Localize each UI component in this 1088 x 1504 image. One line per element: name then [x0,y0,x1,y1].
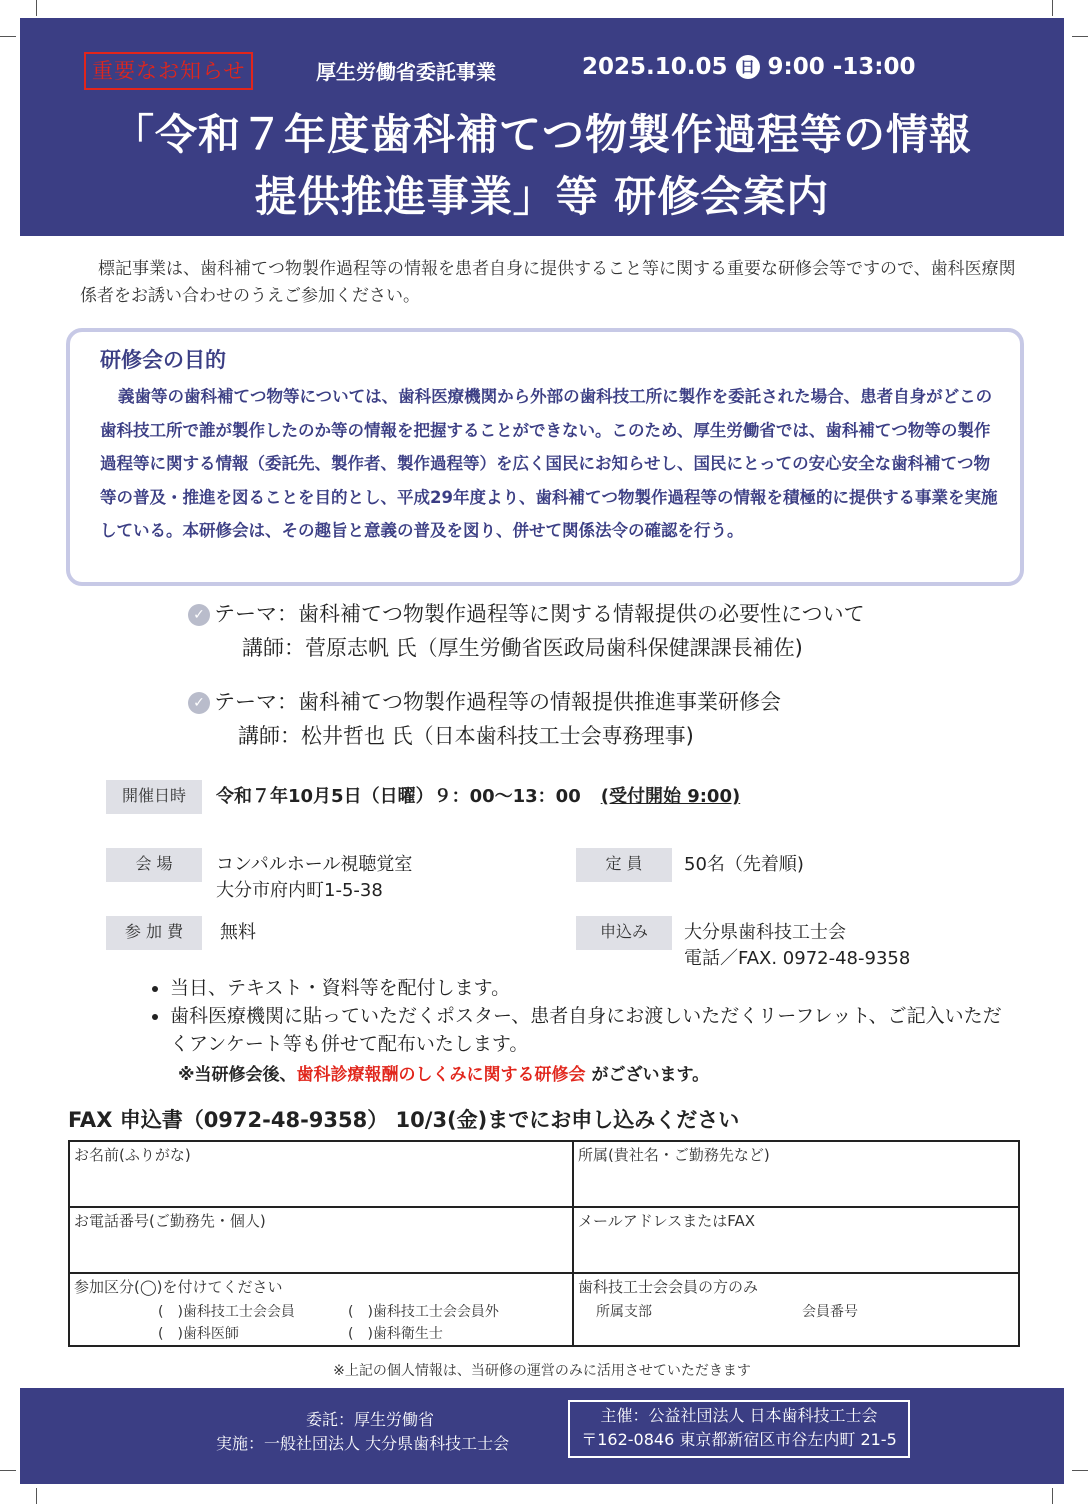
theme-title: テーマ：歯科補てつ物製作過程等の情報提供推進事業研修会 [214,690,781,714]
after-note-suffix: がございます。 [591,1065,710,1085]
after-note-highlight: 歯科診療報酬のしくみに関する研修会 [296,1065,586,1085]
check-circle-icon: ✓ [188,692,210,714]
member-number-field[interactable]: 会員番号 [802,1304,858,1320]
theme-title: テーマ：歯科補てつ物製作過程等に関する情報提供の必要性について [214,602,865,626]
fax-form-heading: FAX 申込書（0972-48-9358） 10/3(金)までにお申し込みください [68,1108,740,1132]
event-date: 2025.10.05 [582,54,728,80]
branch-field[interactable]: 所属支部 [596,1304,652,1320]
host-text: 主催：公益社団法人 日本歯科技工士会 [600,1406,878,1425]
header-banner [20,18,1064,236]
purpose-title: 研修会の目的 [100,348,226,372]
date-text: 令和７年10月5日（日曜）９：00〜13：00 [216,786,581,807]
option-member[interactable]: ( )歯科技工士会会員 [158,1304,295,1320]
notes-list [148,974,1008,1058]
email-fax-field-label: メールアドレスまたはFAX [578,1212,756,1230]
check-circle-icon: ✓ [188,604,210,626]
phone-field-label: お電話番号(ご勤務先・個人) [74,1212,266,1230]
option-non-member[interactable]: ( )歯科技工士会会員外 [348,1304,499,1320]
venue-label: 会 場 [106,848,202,882]
fee-label: 参 加 費 [106,916,202,950]
email-fax-field[interactable] [573,1207,1019,1273]
member-subfields [578,1301,1014,1321]
apply-label: 申込み [576,916,672,950]
event-datetime [582,54,916,80]
member-only-label: 歯科技工士会会員の方のみ [578,1278,759,1296]
page-title-line1: 「令和７年度歯科補てつ物製作過程等の情報 [111,110,972,159]
apply-org: 大分県歯科技工士会 [684,922,846,943]
fee-value: 無料 [220,922,256,943]
crop-mark [1052,0,1053,16]
event-time: 9:00 -13:00 [767,54,916,80]
host-address: 〒162-0846 東京都新宿区市谷左内町 21-5 [581,1430,897,1449]
privacy-note: ※上記の個人情報は、当研修の運営のみに活用させていただきます [333,1363,751,1379]
footer-left [216,1408,509,1456]
important-notice-badge: 重要なお知らせ [84,52,253,90]
crop-mark [36,1488,37,1504]
crop-mark [0,1470,16,1471]
sunday-icon: 日 [736,55,760,79]
member-only-field [573,1273,1019,1346]
host-box [568,1400,910,1458]
option-dentist[interactable]: ( )歯科医師 [158,1326,239,1342]
after-session-note [178,1060,709,1085]
list-item: • 歯科医療機関に貼っていただくポスター、患者自身にお渡しいただくリーフレット、ご記入いただくアンケート等も併せて配布いたします。 [170,1002,1008,1058]
phone-field[interactable] [69,1207,573,1273]
venue-name: コンパルホール視聴覚室 [216,854,413,875]
affiliation-field[interactable] [573,1141,1019,1207]
apply-contact: 電話／FAX. 0972-48-9358 [684,948,911,969]
crop-mark [1052,1488,1053,1504]
category-label: 参加区分(◯)を付けてください [74,1278,283,1296]
lecturer: 講師：松井哲也 氏（日本歯科技工士会専務理事) [238,724,694,748]
after-note-prefix: ※当研修会後、 [178,1065,297,1085]
intro-text: 標記事業は、歯科補てつ物製作過程等の情報を患者自身に提供すること等に関する重要な研修会等ですので、歯科医療関係者をお誘い合わせのうえご参加ください。 [80,259,1016,306]
implement-text: 実施：一般社団法人 大分県歯科技工士会 [216,1434,510,1453]
flyer-page [20,18,1064,1484]
category-options [74,1301,568,1343]
theme-item [188,686,781,716]
reception-start: (受付開始 9:00) [600,786,741,807]
affiliation-field-label: 所属(貴社名・ご勤務先など) [578,1146,770,1164]
list-item: • 当日、テキスト・資料等を配付します。 [170,974,1008,1002]
crop-mark [1072,36,1088,37]
footer-banner [20,1388,1064,1484]
venue-value [216,852,412,904]
capacity-value: 50名（先着順) [684,854,804,875]
commission-text: 委託：厚生労働省 [306,1410,435,1429]
sponsor-label: 厚生労働省委託事業 [316,60,496,84]
purpose-box [66,328,1024,586]
category-field [69,1273,573,1346]
name-field-label: お名前(ふりがな) [74,1146,191,1164]
venue-address: 大分市府内町1-5-38 [216,880,383,901]
page-title-line2: 提供推進事業」等 研修会案内 [254,172,830,221]
date-label: 開催日時 [106,780,202,814]
theme-item [188,598,865,628]
date-value [216,784,740,810]
application-form [68,1140,1020,1347]
crop-mark [36,0,37,16]
option-hygienist[interactable]: ( )歯科衛生士 [348,1326,443,1342]
capacity-label: 定 員 [576,848,672,882]
purpose-body: 義歯等の歯科補てつ物等については、歯科医療機関から外部の歯科技工所に製作を委託された場合、患者自身がどこの歯科技工所で誰が製作したのか等の情報を把握することができない。このため、厚生労働省では、歯科補てつ物等の製作過程等に関する情報（委託先、製作者、製作過程等）を広く国民にお知らせし、国民にとっての安心安全な歯科補てつ物等の普及・推進を図ることを目的とし、平成29年度より、歯科補てつ物製作過程等の情報を積極的に提供する事業を実施している。本研修会は、その趣旨と意義の普及を図り、併せて関係法令の確認を行う。 [100,387,998,540]
lecturer: 講師：菅原志帆 氏（厚生労働省医政局歯科保健課課長補佐) [242,636,803,660]
crop-mark [1072,1470,1088,1471]
crop-mark [0,36,16,37]
apply-value [684,920,910,972]
name-field[interactable] [69,1141,573,1207]
